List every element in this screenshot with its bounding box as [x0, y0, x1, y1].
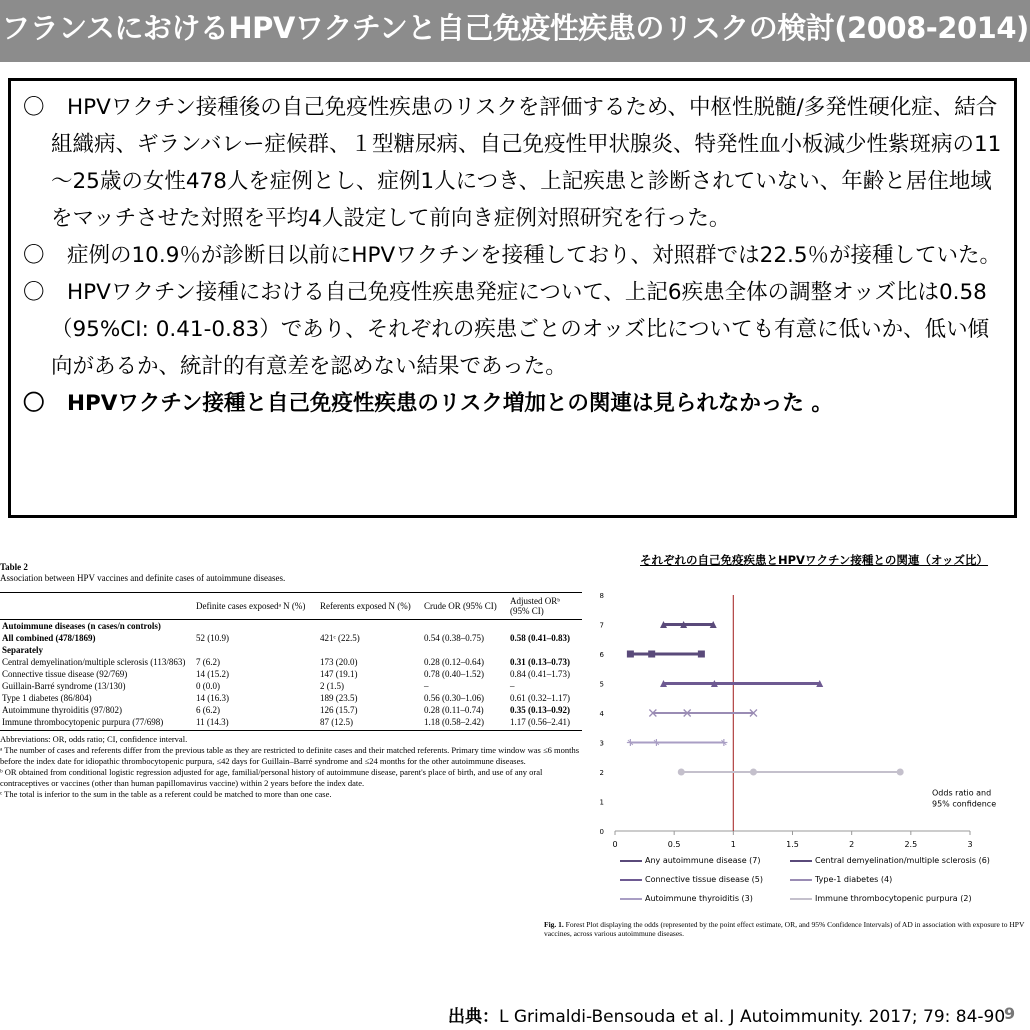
section-label: Autoimmune diseases (n cases/n controls) — [2, 621, 161, 631]
legend-swatch — [790, 898, 812, 900]
legend-item — [790, 856, 990, 865]
bullet-1 — [23, 89, 1006, 237]
table-cell: 147 (19.1) — [320, 669, 358, 679]
table-note: ᶜ The total is inferior to the sum in the table as a referent could be matched to more than one case. — [0, 789, 332, 799]
table-cell: 173 (20.0) — [320, 657, 358, 667]
summary-box — [8, 78, 1017, 518]
table-cell: 0.84 (0.41–1.73) — [510, 669, 570, 679]
legend-swatch — [620, 898, 642, 900]
table-cell: 11 (14.3) — [194, 716, 318, 731]
citation-text: L Grimaldi-Bensouda et al. J Autoimmunity. 2017; 79: 84-90 — [499, 1007, 1006, 1027]
table-section-row — [0, 620, 582, 633]
table-cell: 0.28 (0.12–0.64) — [424, 657, 484, 667]
table-section-row — [0, 644, 582, 656]
legend-swatch — [620, 860, 642, 862]
legend-swatch — [620, 879, 642, 881]
x-tick-label: 3 — [967, 840, 973, 849]
table-cell: 0.28 (0.11–0.74) — [424, 705, 484, 715]
chart-title: それぞれの自己免疫疾患とHPVワクチン接種との関連（オッズ比） — [640, 553, 989, 567]
table-cell: 14 (15.2) — [196, 669, 229, 679]
table-cell: Immune thrombocytopenic purpura (77/698) — [0, 716, 194, 731]
table-row — [0, 692, 582, 704]
table-cell: All combined (478/1869) — [2, 633, 96, 643]
table-header-cell: Crude OR (95% CI) — [422, 593, 508, 620]
legend-label: Central demyelination/multiple sclerosis (6) — [815, 856, 990, 865]
table-header-cell — [0, 593, 194, 620]
legend-item — [790, 894, 972, 903]
table-header-cell: Adjusted ORᵇ (95% CI) — [508, 593, 582, 620]
table-cell: Connective tissue disease (92/769) — [2, 669, 128, 679]
y-tick-label: 8 — [599, 592, 604, 600]
table-row — [0, 716, 582, 731]
x-tick-label: 0 — [612, 840, 618, 849]
x-tick-label: 1 — [730, 840, 736, 849]
odds-ratio-annotation: Odds ratio and 95% confidence — [932, 788, 997, 809]
bullet-marker: 〇 — [23, 95, 45, 120]
slide-title: フランスにおけるHPVワクチンと自己免疫性疾患のリスクの検討(2008-2014) — [1, 11, 1029, 45]
page-number: 9 — [1004, 1004, 1016, 1023]
table-cell: Central demyelination/multiple sclerosis (113/863) — [2, 657, 186, 667]
x-tick-label: 1.5 — [786, 840, 799, 849]
y-tick-label: 0 — [599, 828, 604, 836]
y-tick-label: 3 — [599, 739, 604, 748]
legend-item — [620, 894, 753, 903]
x-tick-label: 2 — [849, 840, 855, 849]
table-cell: 2 (1.5) — [320, 681, 344, 691]
bullet-2 — [23, 237, 1006, 274]
y-tick-label: 2 — [599, 769, 604, 777]
y-tick-label: 4 — [599, 710, 604, 718]
citation-label: 出典： — [448, 1007, 499, 1027]
table-notes — [0, 734, 582, 800]
y-tick-label: 5 — [599, 680, 604, 689]
table-row — [0, 668, 582, 680]
results-table-section — [0, 562, 585, 800]
table-header-row — [0, 593, 582, 620]
y-tick-label: 1 — [599, 798, 604, 807]
table-cell: 0.56 (0.30–1.06) — [424, 693, 484, 703]
title-bar — [0, 0, 1030, 62]
table-cell: 0.54 (0.38–0.75) — [424, 633, 484, 643]
table-label-text: Table 2 — [0, 562, 28, 572]
figure-caption — [544, 920, 1028, 938]
ci-end-marker — [627, 651, 634, 658]
table-row — [0, 680, 582, 692]
bullet-text: 症例の10.9％が診断日以前にHPVワクチンを接種しており、対照群では22.5％が接種していた。 — [67, 243, 1002, 268]
table-row-all — [0, 632, 582, 644]
table-note: Abbreviations: OR, odds ratio; CI, confidence interval. — [0, 734, 188, 744]
bullet-marker: 〇 — [23, 391, 45, 416]
table-cell: Guillain-Barré syndrome (13/130) — [2, 681, 126, 691]
table-cell: 7 (6.2) — [196, 657, 220, 667]
table-cell: 6 (6.2) — [196, 705, 220, 715]
ci-end-marker — [698, 651, 705, 658]
table-cell: 189 (23.5) — [320, 693, 358, 703]
table-cell: 0.61 (0.32–1.17) — [510, 693, 570, 703]
y-tick-label: 7 — [599, 621, 604, 630]
table-cell: – — [510, 681, 515, 691]
legend-item — [790, 875, 892, 884]
table-cell: 126 (15.7) — [320, 705, 358, 715]
table-cell: 87 (12.5) — [318, 716, 422, 731]
legend-swatch — [790, 860, 812, 862]
legend-item — [620, 856, 761, 865]
table-cell: 1.18 (0.58–2.42) — [422, 716, 508, 731]
table-cell: 52 (10.9) — [196, 633, 229, 643]
ci-end-marker — [897, 769, 904, 776]
table-cell: 0 (0.0) — [196, 681, 220, 691]
bullet-4-conclusion — [23, 385, 1006, 422]
table-cell: – — [424, 681, 429, 691]
separately-label: Separately — [2, 645, 43, 655]
x-tick-label: 0.5 — [667, 840, 681, 849]
ci-end-marker — [678, 769, 685, 776]
forest-plot — [595, 585, 997, 850]
legend-item — [620, 875, 763, 884]
table-label — [0, 562, 585, 573]
table-cell: Type 1 diabetes (86/804) — [2, 693, 92, 703]
legend-swatch — [790, 879, 812, 881]
ci-end-marker — [750, 769, 757, 776]
legend-label: Immune thrombocytopenic purpura (2) — [815, 894, 972, 903]
table-cell: 421ᶜ (22.5) — [320, 633, 360, 643]
table-note: ᵇ OR obtained from conditional logistic regression adjusted for age, familial/personal history of autoimmune disease, parent's place of birth, and use of any oral contraceptives or vaccines (other than human papillomavirus vaccine) within 2 years before the index date. — [0, 767, 543, 788]
table-cell: 0.58 (0.41–0.83) — [510, 633, 570, 643]
table-cell: 0.78 (0.40–1.52) — [424, 669, 484, 679]
table-row — [0, 656, 582, 668]
table-cell: 1.17 (0.56–2.41) — [508, 716, 582, 731]
legend-label: Any autoimmune disease (7) — [645, 856, 761, 865]
y-tick-label: 6 — [599, 651, 604, 659]
table-body — [0, 620, 582, 731]
table-cell: 0.31 (0.13–0.73) — [510, 657, 570, 667]
figure-label: Fig. 1. — [544, 920, 564, 929]
table-caption: Association between HPV vaccines and definite cases of autoimmune diseases. — [0, 573, 286, 583]
results-table — [0, 592, 582, 731]
bullet-3 — [23, 274, 1006, 385]
table-cell: 14 (16.3) — [196, 693, 229, 703]
citation — [448, 1002, 1005, 1027]
legend-label: Autoimmune thyroiditis (3) — [645, 894, 753, 903]
x-tick-label: 2.5 — [904, 840, 918, 849]
bullet-marker: 〇 — [23, 243, 45, 268]
table-note: ᵃ The number of cases and referents differ from the previous table as they are restricted to definite cases and their matched referents. Primary time window was ≤6 months before the index date for idiopathic thrombocytopenic purpura, ≤42 days for Guillain–Barré syndrome and ≤24 months for the other autoimmune diseases. — [0, 745, 580, 766]
legend-label: Connective tissue disease (5) — [645, 875, 763, 884]
ci-end-marker — [648, 651, 655, 658]
legend-label: Type-1 diabetes (4) — [815, 875, 893, 884]
bullet-marker: 〇 — [23, 280, 45, 305]
table-header-cell: Referents exposed N (%) — [318, 593, 422, 620]
table-cell: 0.35 (0.13–0.92) — [510, 705, 570, 715]
figure-caption-text: Forest Plot displaying the odds (represented by the point effect estimate, OR, and 95% Confidence Intervals) of AD in association with exposure to HPV vaccines, across various autoimmune diseases. — [544, 920, 1025, 938]
bullet-text: HPVワクチン接種と自己免疫性疾患のリスク増加との関連は見られなかった 。 — [67, 391, 833, 416]
bullet-text: HPVワクチン接種後の自己免疫性疾患のリスクを評価するため、中枢性脱髄/多発性硬化症、結合組織病、ギランバレー症候群、１型糖尿病、自己免疫性甲状腺炎、特発性血小板減少性紫斑病の11～25歳の女性478人を症例とし、症例1人につき、上記疾患と診断されていない、年齢と居住地域をマッチさせた対照を平均4人設定して前向き症例対照研究を行った。 — [51, 95, 1002, 231]
bullet-text: HPVワクチン接種における自己免疫性疾患発症について、上記6疾患全体の調整オッズ比は0.58（95%CI: 0.41-0.83）であり、それぞれの疾患ごとのオッズ比についても有意に低いか、低い傾向があるか、統計的有意差を認めない結果であった。 — [51, 280, 990, 379]
table-cell: Autoimmune thyroiditis (97/802) — [2, 705, 122, 715]
table-row — [0, 704, 582, 716]
table-header-cell: Definite cases exposedᵃ N (%) — [194, 593, 318, 620]
